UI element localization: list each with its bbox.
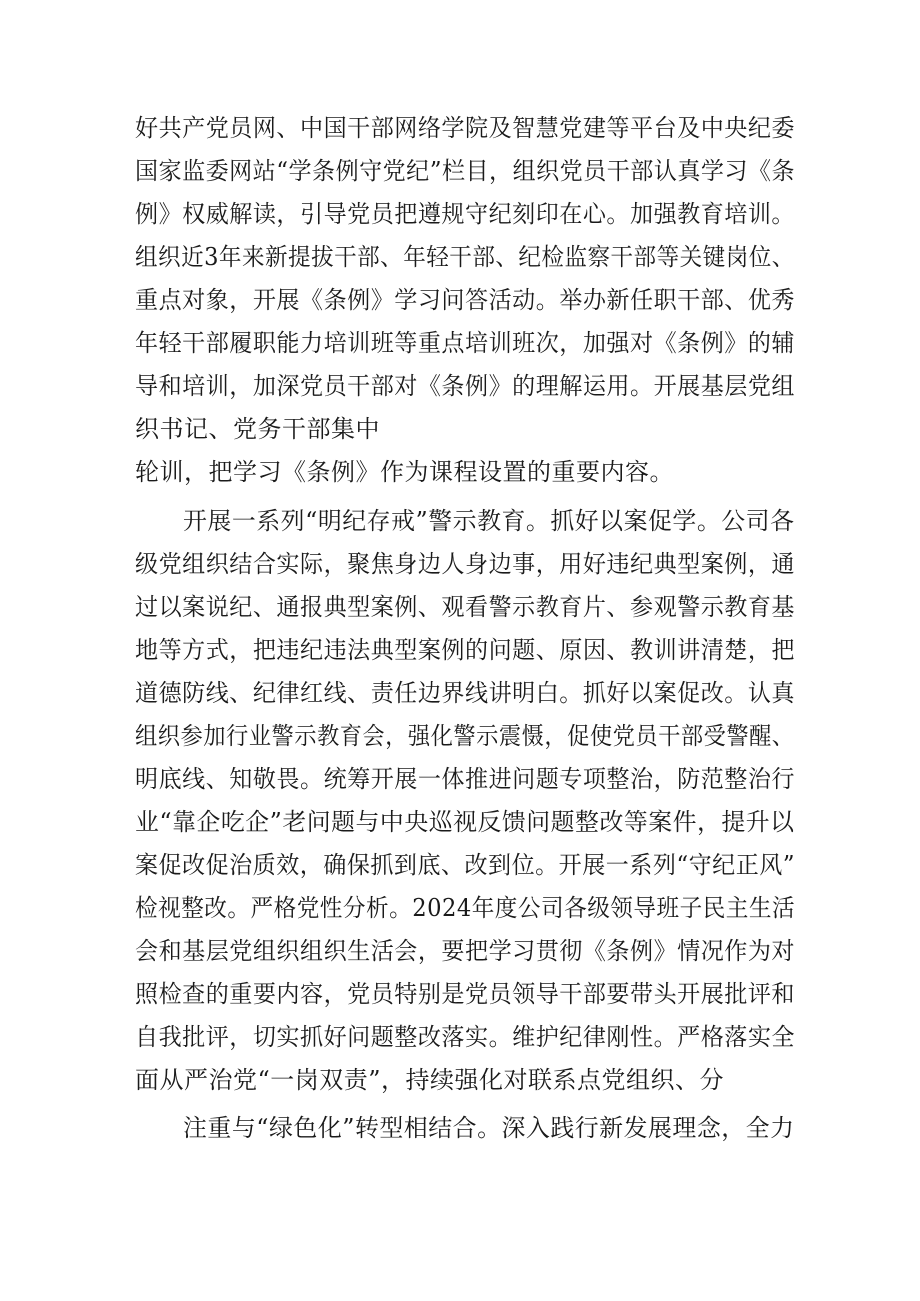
text-line: 会和基层党组织组织生活会，要把学习贯彻《条例》情况作为对: [135, 937, 796, 965]
text-line: 检视整改。严格党性分析。2024年度公司各级领导班子民主生活: [135, 894, 796, 922]
text-line: 组织参加行业警示教育会，强化警示震慑，促使党员干部受警醒、: [135, 722, 795, 750]
text-line: 自我批评，切实抓好问题整改落实。维护纪律刚性。严格落实全: [135, 1023, 796, 1051]
text-line: 国家监委网站“学条例守党纪”栏目，组织党员干部认真学习《条: [135, 157, 796, 185]
text-line: 组织近3年来新提拔干部、年轻干部、纪检监察干部等关键岗位、: [135, 243, 795, 271]
text-line: 例》权威解读，引导党员把遵规守纪刻印在心。加强教育培训。: [135, 200, 796, 228]
text-line: 案促改促治质效，确保抓到底、改到位。开展一系列“守纪正风”: [135, 851, 796, 879]
text-line: 业“靠企吃企”老问题与中央巡视反馈问题整改等案件，提升以: [135, 808, 795, 836]
text-line: 照检查的重要内容，党员特别是党员领导干部要带头开展批评和: [135, 980, 796, 1008]
text-line: 轮训，把学习《条例》作为课程设置的重要内容。: [135, 458, 674, 486]
text-line: 导和培训，加深党员干部对《条例》的理解运用。开展基层党组: [135, 372, 796, 400]
paragraph-start-line: 开展一系列“明纪存戒”警示教育。抓好以案促学。公司各: [183, 507, 795, 535]
text-line: 道德防线、纪律红线、责任边界线讲明白。抓好以案促改。认真: [135, 679, 796, 707]
paragraph-start-line: 注重与“绿色化”转型相结合。深入践行新发展理念，全力: [183, 1114, 795, 1142]
text-line: 面从严治党“一岗双责”，持续强化对联系点党组织、分: [135, 1066, 725, 1094]
text-line: 好共产党员网、中国干部网络学院及智慧党建等平台及中央纪委: [135, 114, 796, 142]
text-line: 织书记、党务干部集中: [135, 415, 380, 443]
text-line: 地等方式，把违纪违法典型案例的问题、原因、教训讲清楚，把: [135, 636, 796, 664]
text-line: 级党组织结合实际，聚焦身边人身边事，用好违纪典型案例，通: [135, 550, 796, 578]
text-line: 年轻干部履职能力培训班等重点培训班次，加强对《条例》的辅: [135, 329, 796, 357]
text-line: 明底线、知敬畏。统筹开展一体推进问题专项整治，防范整治行: [135, 765, 796, 793]
text-line: 过以案说纪、通报典型案例、观看警示教育片、参观警示教育基: [135, 593, 796, 621]
text-line: 重点对象，开展《条例》学习问答活动。举办新任职干部、优秀: [135, 286, 796, 314]
